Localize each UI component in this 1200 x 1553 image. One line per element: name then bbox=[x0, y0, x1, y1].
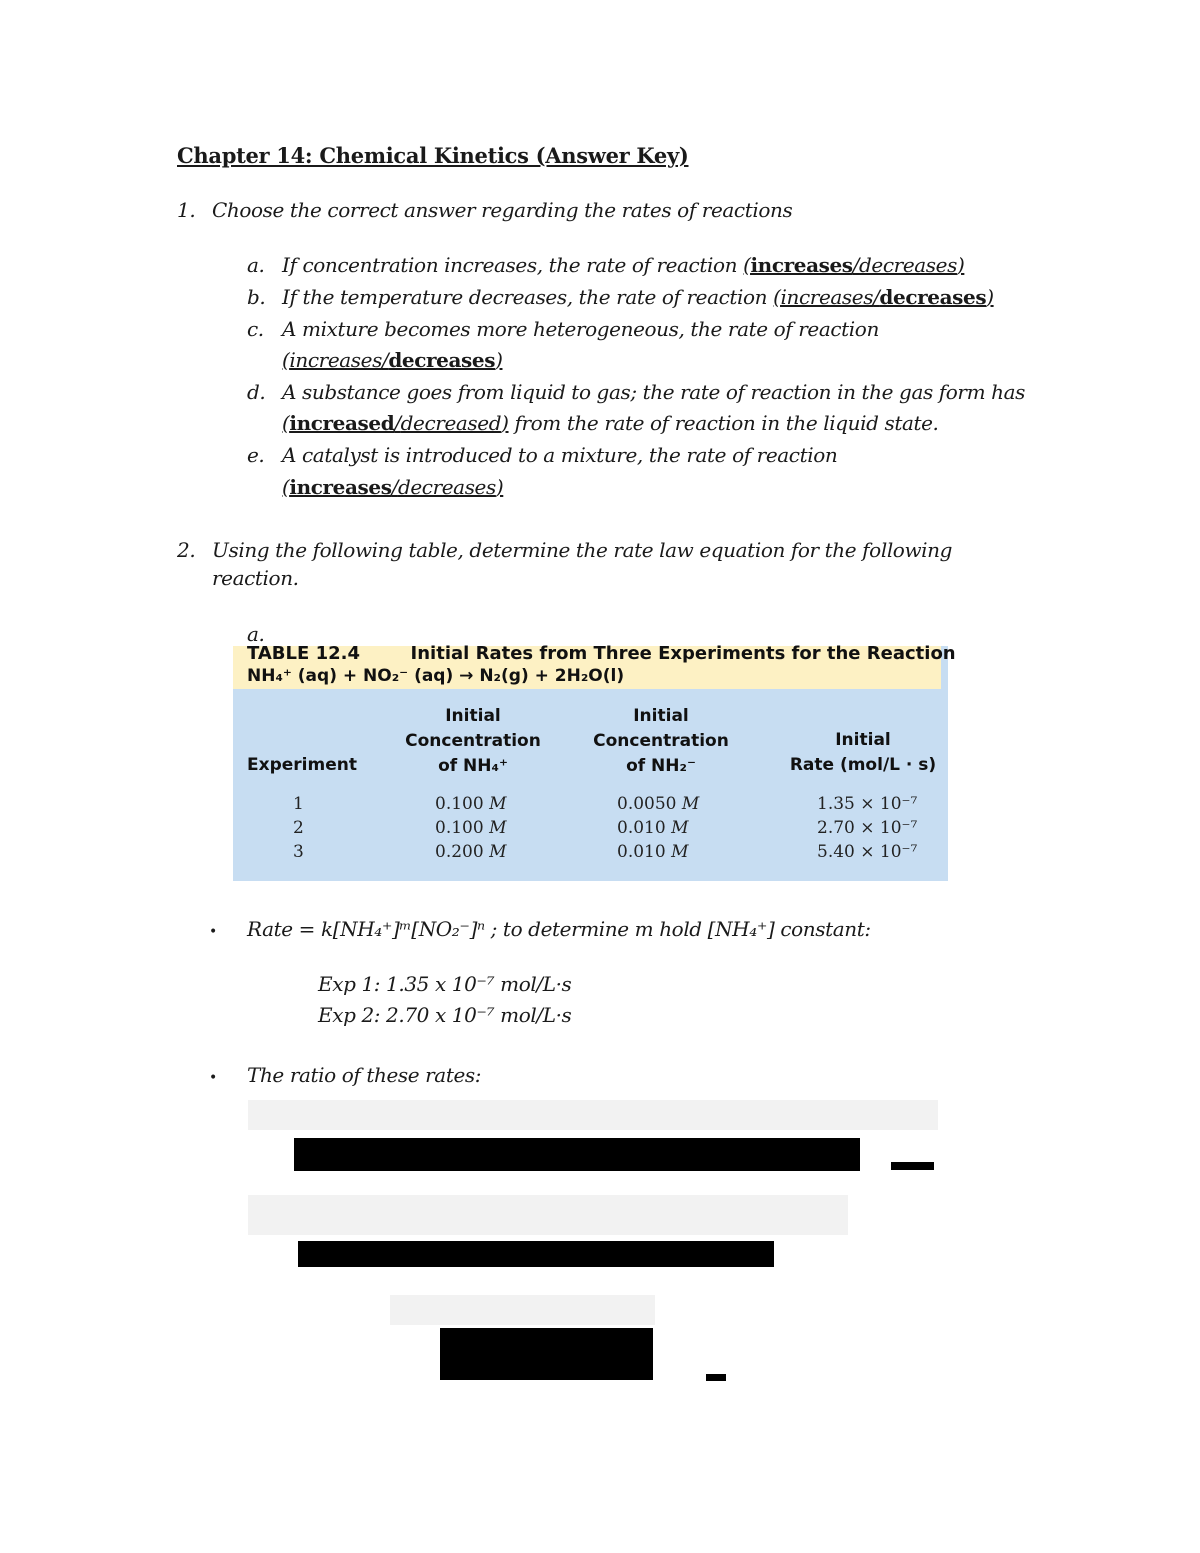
reaction-equation: NH₄⁺ (aq) + NO₂⁻ (aq) → N₂(g) + 2H₂O(l) bbox=[247, 666, 625, 686]
item-text: A catalyst is introduced to a mixture, the rate of reaction bbox=[282, 443, 838, 467]
answer-choice: (increases/decreases) bbox=[773, 285, 994, 309]
page-title: Chapter 14: Chemical Kinetics (Answer Key) bbox=[177, 143, 689, 168]
item-text-continued: from the rate of reaction in the liquid state. bbox=[508, 411, 939, 435]
table-label: TABLE 12.4 bbox=[247, 643, 360, 664]
cell-nh4: 0.200 M bbox=[435, 842, 507, 862]
item-letter: d. bbox=[247, 380, 266, 404]
item-text: A substance goes from liquid to gas; the rate of reaction in the gas form has bbox=[282, 380, 1025, 404]
redaction-block bbox=[440, 1328, 653, 1380]
redaction-mark bbox=[706, 1374, 726, 1381]
item-letter: c. bbox=[247, 317, 264, 341]
blurred-text bbox=[390, 1295, 655, 1325]
cell-nh4: 0.100 M bbox=[435, 794, 507, 814]
item-text: If concentration increases, the rate of reaction bbox=[282, 253, 744, 277]
cell-nh2: 0.0050 M bbox=[617, 794, 700, 814]
question-number: 2. bbox=[177, 538, 196, 562]
question-text: Choose the correct answer regarding the rates of reactions bbox=[212, 198, 793, 222]
item-letter: a. bbox=[247, 253, 265, 277]
item-text: A mixture becomes more heterogeneous, the rate of reaction bbox=[282, 317, 879, 341]
bullet-marker: • bbox=[209, 1070, 218, 1086]
cell-exp: 3 bbox=[293, 842, 304, 862]
wrong-answer: decreases bbox=[397, 475, 496, 499]
wrong-answer: increases bbox=[780, 285, 874, 309]
question-text: reaction. bbox=[212, 566, 299, 590]
cell-nh2: 0.010 M bbox=[617, 842, 689, 862]
wrong-answer: decreased bbox=[400, 411, 502, 435]
bullet-marker: • bbox=[209, 924, 218, 940]
answer-choice: (increases/decreases) bbox=[282, 348, 503, 372]
item-letter: b. bbox=[247, 285, 266, 309]
cell-nh4: 0.100 M bbox=[435, 818, 507, 838]
redaction-mark bbox=[891, 1162, 934, 1170]
answer-choice: (increases/decreases) bbox=[743, 253, 965, 277]
exp2-rate: Exp 2: 2.70 x 10⁻⁷ mol/L·s bbox=[318, 1003, 572, 1027]
wrong-answer: decreases bbox=[859, 253, 957, 277]
item-letter: e. bbox=[247, 443, 265, 467]
item-text: If the temperature decreases, the rate of reaction bbox=[282, 285, 774, 309]
cell-exp: 1 bbox=[293, 794, 304, 814]
cell-nh2: 0.010 M bbox=[617, 818, 689, 838]
cell-rate: 2.70 × 10⁻⁷ bbox=[817, 818, 918, 838]
correct-answer: increases bbox=[289, 475, 392, 499]
blurred-text bbox=[248, 1195, 848, 1235]
question-text: Using the following table, determine the rate law equation for the following bbox=[212, 538, 953, 562]
table-caption-text: Initial Rates from Three Experiments for the Reaction bbox=[410, 643, 956, 664]
item-letter: a. bbox=[247, 622, 265, 646]
cell-rate: 5.40 × 10⁻⁷ bbox=[817, 842, 918, 862]
answer-choice: (increases/decreases) bbox=[282, 475, 504, 499]
redaction-block bbox=[298, 1241, 774, 1267]
header-rate: Initial Rate (mol/L · s) bbox=[789, 730, 937, 775]
correct-answer: decreases bbox=[388, 348, 496, 372]
header-nh2: Initial Concentration of NH₂⁻ bbox=[593, 706, 729, 776]
cell-exp: 2 bbox=[293, 818, 304, 838]
rate-data-table bbox=[233, 643, 956, 881]
answer-choice: (increased/decreased) bbox=[282, 411, 509, 435]
correct-answer: increased bbox=[289, 411, 395, 435]
cell-rate: 1.35 × 10⁻⁷ bbox=[817, 794, 918, 814]
exp1-rate: Exp 1: 1.35 x 10⁻⁷ mol/L·s bbox=[318, 972, 572, 996]
table-caption bbox=[233, 643, 956, 689]
header-nh4: Initial Concentration of NH₄⁺ bbox=[405, 706, 541, 776]
ratio-text: The ratio of these rates: bbox=[247, 1063, 482, 1087]
question-number: 1. bbox=[177, 198, 196, 222]
correct-answer: increases bbox=[750, 253, 853, 277]
rate-law-text: Rate = k[NH₄⁺]ᵐ[NO₂⁻]ⁿ ; to determine m hold [NH₄⁺] constant: bbox=[247, 917, 871, 941]
wrong-answer: increases bbox=[289, 348, 382, 372]
correct-answer: decreases bbox=[879, 285, 987, 309]
redaction-block bbox=[294, 1138, 860, 1171]
blurred-text bbox=[248, 1100, 938, 1130]
header-experiment: Experiment bbox=[247, 755, 357, 775]
